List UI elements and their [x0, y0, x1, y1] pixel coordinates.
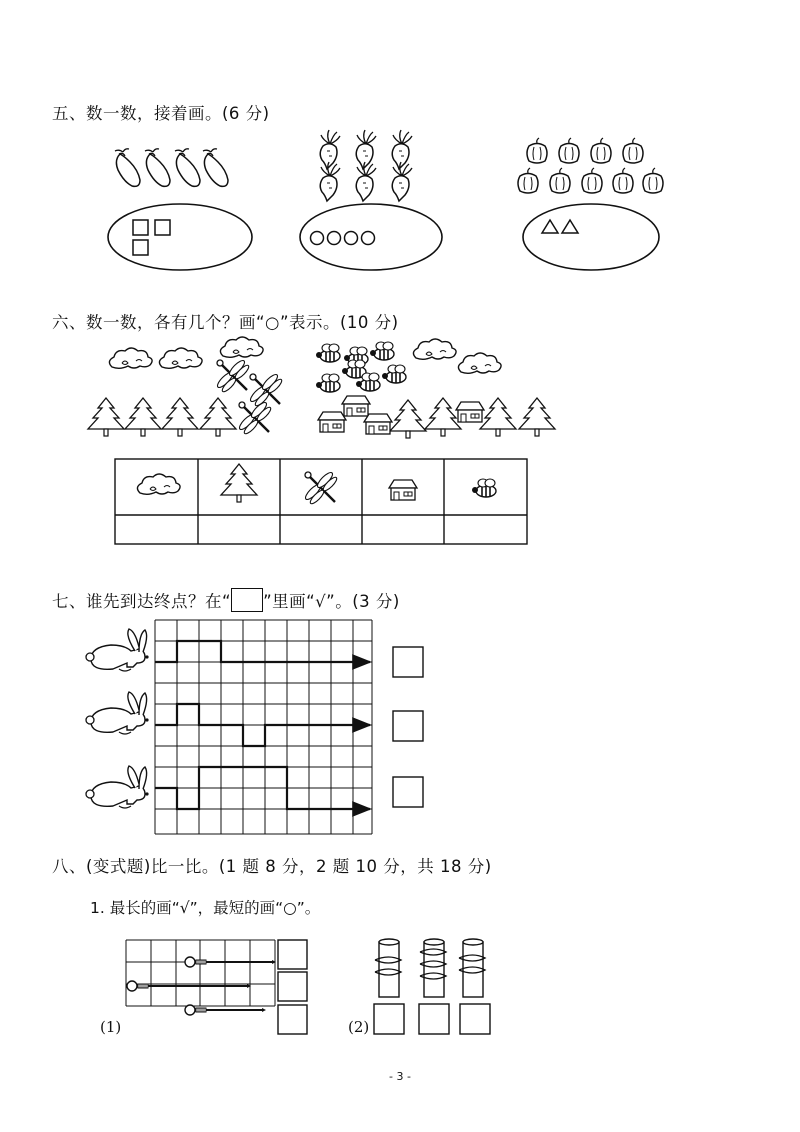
section-5-title: 五、数一数，接着画。(6 分) — [52, 104, 270, 123]
section-6-picture — [88, 337, 555, 438]
race-answer-box-3[interactable] — [393, 777, 423, 807]
rabbit-2 — [86, 692, 149, 734]
pepper-group — [518, 138, 663, 193]
page-number: - 3 - — [389, 1070, 411, 1083]
bee-icon — [472, 479, 496, 497]
radish-group — [320, 130, 412, 201]
post-answer-box-1[interactable] — [374, 1004, 404, 1034]
rabbit-1 — [86, 629, 149, 671]
part-2-label: (2) — [348, 1018, 370, 1036]
part-1-label: (1) — [100, 1018, 122, 1036]
nail-grid — [126, 940, 275, 1006]
race-answer-box-2[interactable] — [393, 711, 423, 741]
section-7-title-a: 七、谁先到达终点？在“ — [52, 592, 232, 611]
count-table — [115, 459, 527, 544]
section-8-question-1: 1. 最长的画“√”，最短的画“○”。 — [90, 899, 321, 917]
sample-shapes — [133, 220, 578, 255]
answer-ovals — [108, 204, 659, 270]
nail-answer-box-2[interactable] — [278, 972, 307, 1001]
eggplant-group — [115, 149, 228, 187]
nail-answer-box-3[interactable] — [278, 1005, 307, 1034]
section-7-title-b: ”里画“√”。(3 分) — [263, 592, 400, 611]
nail-answer-boxes — [278, 940, 307, 1034]
post-answer-box-2[interactable] — [419, 1004, 449, 1034]
post-answer-box-3[interactable] — [460, 1004, 490, 1034]
dragonfly-icon — [303, 470, 338, 505]
post-answer-boxes — [374, 1004, 490, 1034]
section-6-title: 六、数一数，各有几个？画“○”表示。(10 分) — [52, 313, 399, 332]
nail-answer-box-1[interactable] — [278, 940, 307, 969]
rabbit-3 — [86, 766, 149, 808]
house-icon — [389, 480, 417, 500]
race-answer-boxes — [393, 647, 423, 807]
section-8-title: 八、(变式题)比一比。(1 题 8 分，2 题 10 分，共 18 分) — [52, 857, 492, 876]
cloud-icon — [137, 474, 180, 494]
race-answer-box-1[interactable] — [393, 647, 423, 677]
posts — [375, 939, 485, 997]
tree-icon — [221, 464, 257, 502]
race-grid — [155, 620, 372, 834]
